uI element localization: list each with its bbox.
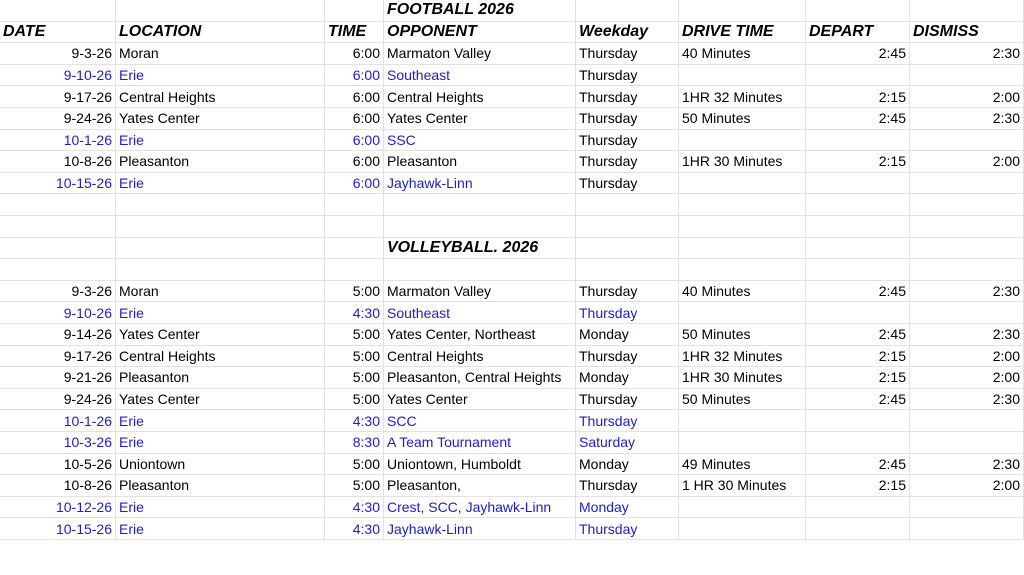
empty-cell[interactable] <box>806 216 910 237</box>
weekday-cell[interactable]: Monday <box>576 454 679 475</box>
empty-cell[interactable] <box>0 259 116 280</box>
table-row <box>0 43 1024 65</box>
time-cell[interactable]: 6:00 <box>325 86 384 107</box>
dismiss-cell[interactable]: 2:30 <box>910 389 1024 410</box>
time-cell[interactable]: 5:00 <box>325 389 384 410</box>
location-cell[interactable]: Moran <box>116 281 325 302</box>
column-header-weekday[interactable]: Weekday <box>576 22 679 43</box>
opponent-cell[interactable]: Southeast <box>384 65 576 86</box>
drive-time-cell[interactable] <box>679 518 806 539</box>
empty-cell[interactable] <box>679 216 806 237</box>
depart-cell[interactable]: 2:45 <box>806 108 910 129</box>
weekday-cell[interactable]: Thursday <box>576 65 679 86</box>
empty-row <box>0 259 1024 281</box>
weekday-cell[interactable]: Thursday <box>576 346 679 367</box>
dismiss-cell[interactable] <box>910 497 1024 518</box>
dismiss-cell[interactable] <box>910 518 1024 539</box>
empty-cell[interactable] <box>806 259 910 280</box>
table-row <box>0 86 1024 108</box>
column-header-date[interactable]: DATE <box>0 22 116 43</box>
drive-time-cell[interactable] <box>679 432 806 453</box>
location-cell[interactable]: Yates Center <box>116 108 325 129</box>
weekday-cell[interactable]: Saturday <box>576 432 679 453</box>
time-cell[interactable]: 5:00 <box>325 346 384 367</box>
empty-cell[interactable] <box>0 216 116 237</box>
weekday-cell[interactable]: Thursday <box>576 86 679 107</box>
opponent-cell[interactable]: SCC <box>384 410 576 431</box>
empty-cell[interactable] <box>910 0 1024 21</box>
empty-cell[interactable] <box>0 194 116 215</box>
empty-cell[interactable] <box>576 259 679 280</box>
empty-cell[interactable] <box>325 194 384 215</box>
drive-time-cell[interactable]: 50 Minutes <box>679 108 806 129</box>
location-cell[interactable]: Erie <box>116 173 325 194</box>
date-cell[interactable]: 9-24-26 <box>0 108 116 129</box>
volleyball-title-label[interactable]: VOLLEYBALL. 2026 <box>384 238 576 259</box>
weekday-cell[interactable]: Monday <box>576 324 679 345</box>
column-header-time[interactable]: TIME <box>325 22 384 43</box>
location-cell[interactable]: Central Heights <box>116 86 325 107</box>
time-cell[interactable]: 4:30 <box>325 497 384 518</box>
location-cell[interactable]: Erie <box>116 302 325 323</box>
location-cell[interactable]: Yates Center <box>116 389 325 410</box>
date-cell[interactable]: 10-12-26 <box>0 497 116 518</box>
date-cell[interactable]: 10-1-26 <box>0 410 116 431</box>
table-row <box>0 367 1024 389</box>
date-cell[interactable]: 9-17-26 <box>0 86 116 107</box>
empty-cell[interactable] <box>116 238 325 259</box>
depart-cell[interactable]: 2:45 <box>806 43 910 64</box>
opponent-cell[interactable]: Pleasanton, <box>384 475 576 496</box>
dismiss-cell[interactable]: 2:30 <box>910 324 1024 345</box>
date-cell[interactable]: 10-5-26 <box>0 454 116 475</box>
table-row <box>0 173 1024 195</box>
dismiss-cell[interactable] <box>910 432 1024 453</box>
depart-cell[interactable]: 2:45 <box>806 324 910 345</box>
depart-cell[interactable] <box>806 518 910 539</box>
empty-cell[interactable] <box>679 194 806 215</box>
location-cell[interactable]: Erie <box>116 518 325 539</box>
empty-cell[interactable] <box>910 259 1024 280</box>
time-cell[interactable]: 5:00 <box>325 367 384 388</box>
time-cell[interactable]: 6:00 <box>325 151 384 172</box>
depart-cell[interactable]: 2:45 <box>806 389 910 410</box>
depart-cell[interactable] <box>806 173 910 194</box>
location-cell[interactable]: Uniontown <box>116 454 325 475</box>
weekday-cell[interactable]: Thursday <box>576 151 679 172</box>
drive-time-cell[interactable] <box>679 410 806 431</box>
dismiss-cell[interactable]: 2:30 <box>910 43 1024 64</box>
drive-time-cell[interactable]: 1HR 30 Minutes <box>679 151 806 172</box>
football-title <box>0 0 1024 22</box>
empty-cell[interactable] <box>576 194 679 215</box>
column-header-opponent[interactable]: OPPONENT <box>384 22 576 43</box>
weekday-cell[interactable]: Monday <box>576 497 679 518</box>
opponent-cell[interactable]: Yates Center, Northeast <box>384 324 576 345</box>
table-row <box>0 346 1024 368</box>
empty-cell[interactable] <box>806 238 910 259</box>
drive-time-cell[interactable]: 49 Minutes <box>679 454 806 475</box>
empty-cell[interactable] <box>0 0 116 21</box>
depart-cell[interactable]: 2:45 <box>806 454 910 475</box>
dismiss-cell[interactable]: 2:00 <box>910 86 1024 107</box>
location-cell[interactable]: Erie <box>116 497 325 518</box>
empty-cell[interactable] <box>116 216 325 237</box>
location-cell[interactable]: Pleasanton <box>116 475 325 496</box>
football-title-label[interactable]: FOOTBALL 2026 <box>384 0 576 21</box>
dismiss-cell[interactable] <box>910 130 1024 151</box>
date-cell[interactable]: 10-8-26 <box>0 475 116 496</box>
table-row <box>0 130 1024 152</box>
empty-cell[interactable] <box>806 194 910 215</box>
empty-cell[interactable] <box>910 194 1024 215</box>
drive-time-cell[interactable] <box>679 173 806 194</box>
empty-cell[interactable] <box>576 0 679 21</box>
drive-time-cell[interactable]: 1HR 32 Minutes <box>679 346 806 367</box>
empty-cell[interactable] <box>384 259 576 280</box>
opponent-cell[interactable]: A Team Tournament <box>384 432 576 453</box>
column-header-dismiss[interactable]: DISMISS <box>910 22 1024 43</box>
weekday-cell[interactable]: Thursday <box>576 43 679 64</box>
drive-time-cell[interactable] <box>679 497 806 518</box>
dismiss-cell[interactable]: 2:30 <box>910 108 1024 129</box>
table-row <box>0 324 1024 346</box>
location-cell[interactable]: Erie <box>116 65 325 86</box>
date-cell[interactable]: 9-14-26 <box>0 324 116 345</box>
table-row <box>0 475 1024 497</box>
empty-cell[interactable] <box>116 194 325 215</box>
date-cell[interactable]: 10-1-26 <box>0 130 116 151</box>
dismiss-cell[interactable] <box>910 173 1024 194</box>
date-cell[interactable]: 9-10-26 <box>0 65 116 86</box>
location-cell[interactable]: Pleasanton <box>116 367 325 388</box>
empty-cell[interactable] <box>576 238 679 259</box>
empty-cell[interactable] <box>910 216 1024 237</box>
depart-cell[interactable] <box>806 65 910 86</box>
empty-cell[interactable] <box>679 259 806 280</box>
depart-cell[interactable]: 2:15 <box>806 346 910 367</box>
drive-time-cell[interactable] <box>679 65 806 86</box>
weekday-cell[interactable]: Thursday <box>576 389 679 410</box>
dismiss-cell[interactable] <box>910 65 1024 86</box>
empty-cell[interactable] <box>910 238 1024 259</box>
table-row <box>0 65 1024 87</box>
weekday-cell[interactable]: Thursday <box>576 130 679 151</box>
column-header-depart[interactable]: DEPART <box>806 22 910 43</box>
location-cell[interactable]: Moran <box>116 43 325 64</box>
opponent-cell[interactable]: Jayhawk-Linn <box>384 518 576 539</box>
empty-cell[interactable] <box>325 0 384 21</box>
table-row <box>0 389 1024 411</box>
date-cell[interactable]: 9-17-26 <box>0 346 116 367</box>
table-row <box>0 497 1024 519</box>
opponent-cell[interactable]: Central Heights <box>384 86 576 107</box>
opponent-cell[interactable]: Marmaton Valley <box>384 43 576 64</box>
weekday-cell[interactable]: Monday <box>576 367 679 388</box>
opponent-cell[interactable]: Jayhawk-Linn <box>384 173 576 194</box>
depart-cell[interactable]: 2:15 <box>806 475 910 496</box>
opponent-cell[interactable]: Southeast <box>384 302 576 323</box>
empty-row <box>0 216 1024 238</box>
weekday-cell[interactable]: Thursday <box>576 475 679 496</box>
depart-cell[interactable] <box>806 432 910 453</box>
date-cell[interactable]: 10-15-26 <box>0 173 116 194</box>
weekday-cell[interactable]: Thursday <box>576 410 679 431</box>
time-cell[interactable]: 5:00 <box>325 475 384 496</box>
opponent-cell[interactable]: Yates Center <box>384 108 576 129</box>
table-row <box>0 151 1024 173</box>
drive-time-cell[interactable]: 40 Minutes <box>679 281 806 302</box>
empty-row <box>0 194 1024 216</box>
table-row <box>0 518 1024 540</box>
drive-time-cell[interactable]: 50 Minutes <box>679 389 806 410</box>
time-cell[interactable]: 6:00 <box>325 108 384 129</box>
location-cell[interactable]: Pleasanton <box>116 151 325 172</box>
column-header-location[interactable]: LOCATION <box>116 22 325 43</box>
empty-cell[interactable] <box>384 194 576 215</box>
table-row <box>0 454 1024 476</box>
table-row <box>0 302 1024 324</box>
date-cell[interactable]: 9-10-26 <box>0 302 116 323</box>
empty-cell[interactable] <box>325 238 384 259</box>
time-cell[interactable]: 4:30 <box>325 302 384 323</box>
time-cell[interactable]: 6:00 <box>325 43 384 64</box>
empty-cell[interactable] <box>325 259 384 280</box>
dismiss-cell[interactable]: 2:00 <box>910 346 1024 367</box>
depart-cell[interactable] <box>806 130 910 151</box>
location-cell[interactable]: Erie <box>116 410 325 431</box>
time-cell[interactable]: 5:00 <box>325 454 384 475</box>
depart-cell[interactable] <box>806 497 910 518</box>
location-cell[interactable]: Erie <box>116 130 325 151</box>
time-cell[interactable]: 6:00 <box>325 130 384 151</box>
time-cell[interactable]: 8:30 <box>325 432 384 453</box>
dismiss-cell[interactable] <box>910 410 1024 431</box>
time-cell[interactable]: 6:00 <box>325 173 384 194</box>
depart-cell[interactable] <box>806 302 910 323</box>
date-cell[interactable]: 9-3-26 <box>0 43 116 64</box>
empty-cell[interactable] <box>806 0 910 21</box>
weekday-cell[interactable]: Thursday <box>576 281 679 302</box>
empty-cell[interactable] <box>0 238 116 259</box>
empty-cell[interactable] <box>679 0 806 21</box>
depart-cell[interactable] <box>806 410 910 431</box>
time-cell[interactable]: 4:30 <box>325 410 384 431</box>
drive-time-cell[interactable]: 1 HR 30 Minutes <box>679 475 806 496</box>
drive-time-cell[interactable]: 1HR 32 Minutes <box>679 86 806 107</box>
table-row <box>0 108 1024 130</box>
time-cell[interactable]: 5:00 <box>325 281 384 302</box>
table-row <box>0 432 1024 454</box>
opponent-cell[interactable]: Crest, SCC, Jayhawk-Linn <box>384 497 576 518</box>
weekday-cell[interactable]: Thursday <box>576 302 679 323</box>
date-cell[interactable]: 10-15-26 <box>0 518 116 539</box>
drive-time-cell[interactable] <box>679 130 806 151</box>
drive-time-cell[interactable]: 1HR 30 Minutes <box>679 367 806 388</box>
date-cell[interactable]: 9-24-26 <box>0 389 116 410</box>
location-cell[interactable]: Yates Center <box>116 324 325 345</box>
weekday-cell[interactable]: Thursday <box>576 518 679 539</box>
drive-time-cell[interactable] <box>679 302 806 323</box>
location-cell[interactable]: Erie <box>116 432 325 453</box>
depart-cell[interactable]: 2:15 <box>806 151 910 172</box>
table-row <box>0 281 1024 303</box>
dismiss-cell[interactable]: 2:00 <box>910 367 1024 388</box>
dismiss-cell[interactable]: 2:30 <box>910 281 1024 302</box>
drive-time-cell[interactable]: 40 Minutes <box>679 43 806 64</box>
empty-cell[interactable] <box>325 216 384 237</box>
volleyball-title <box>0 238 1024 260</box>
empty-cell[interactable] <box>384 216 576 237</box>
depart-cell[interactable]: 2:45 <box>806 281 910 302</box>
time-cell[interactable]: 4:30 <box>325 518 384 539</box>
dismiss-cell[interactable]: 2:30 <box>910 454 1024 475</box>
weekday-cell[interactable]: Thursday <box>576 173 679 194</box>
opponent-cell[interactable]: Pleasanton, Central Heights <box>384 367 576 388</box>
opponent-cell[interactable]: Central Heights <box>384 346 576 367</box>
empty-cell[interactable] <box>679 238 806 259</box>
header-row <box>0 22 1024 44</box>
time-cell[interactable]: 5:00 <box>325 324 384 345</box>
opponent-cell[interactable]: Yates Center <box>384 389 576 410</box>
weekday-cell[interactable]: Thursday <box>576 108 679 129</box>
date-cell[interactable]: 9-21-26 <box>0 367 116 388</box>
time-cell[interactable]: 6:00 <box>325 65 384 86</box>
location-cell[interactable]: Central Heights <box>116 346 325 367</box>
opponent-cell[interactable]: Marmaton Valley <box>384 281 576 302</box>
opponent-cell[interactable]: SSC <box>384 130 576 151</box>
dismiss-cell[interactable]: 2:00 <box>910 151 1024 172</box>
depart-cell[interactable]: 2:15 <box>806 367 910 388</box>
table-row <box>0 410 1024 432</box>
opponent-cell[interactable]: Pleasanton <box>384 151 576 172</box>
empty-cell[interactable] <box>116 0 325 21</box>
dismiss-cell[interactable] <box>910 302 1024 323</box>
depart-cell[interactable]: 2:15 <box>806 86 910 107</box>
column-header-drive[interactable]: DRIVE TIME <box>679 22 806 43</box>
drive-time-cell[interactable]: 50 Minutes <box>679 324 806 345</box>
opponent-cell[interactable]: Uniontown, Humboldt <box>384 454 576 475</box>
date-cell[interactable]: 10-8-26 <box>0 151 116 172</box>
empty-cell[interactable] <box>116 259 325 280</box>
date-cell[interactable]: 9-3-26 <box>0 281 116 302</box>
empty-cell[interactable] <box>576 216 679 237</box>
dismiss-cell[interactable]: 2:00 <box>910 475 1024 496</box>
date-cell[interactable]: 10-3-26 <box>0 432 116 453</box>
